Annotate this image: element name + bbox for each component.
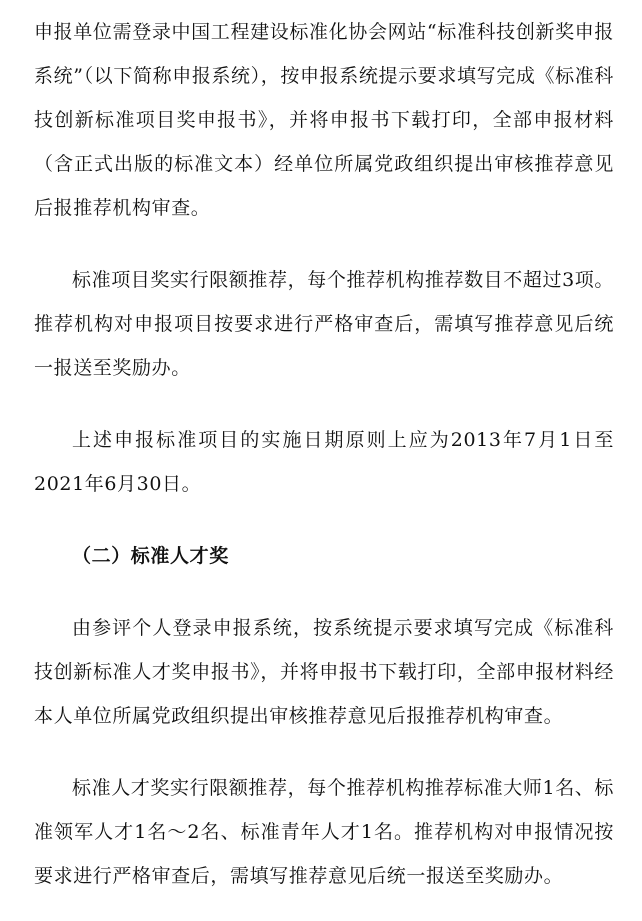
paragraph-gap (34, 738, 614, 766)
document-page (34, 0, 614, 898)
paragraph-talent-quota: 标准人才奖实行限额推荐，每个推荐机构推荐标准大师1名、标准领军人才1名～2名、标准青年人才1名。推荐机构对申报情况按要求进行严格审查后，需填写推荐意见后统一报送至奖励办。 (34, 777, 614, 887)
section-heading-talent-award: （二）标准人才奖 (72, 545, 229, 567)
paragraph-submission-procedure: 申报单位需登录中国工程建设标准化协会网站“标准科技创新奖申报系统”（以下简称申报系统），按申报系统提示要求填写完成《标准科技创新标准项目奖申报书》，并将申报书下载打印，全部申报材料（含正式出版的标准文本）经单位所属党政组织提出审核推荐意见后报推荐机构审查。 (34, 21, 614, 219)
paragraph-gap (34, 506, 614, 534)
paragraph-project-quota: 标准项目奖实行限额推荐，每个推荐机构推荐数目不超过3项。推荐机构对申报项目按要求进行严格审查后，需填写推荐意见后统一报送至奖励办。 (34, 269, 614, 379)
paragraph-implementation-date: 上述申报标准项目的实施日期原则上应为2013年7月1日至2021年6月30日。 (34, 429, 614, 495)
paragraph-gap (34, 390, 614, 418)
paragraph-gap (34, 230, 614, 258)
paragraph-gap (34, 578, 614, 606)
paragraph-talent-submission: 由参评个人登录申报系统，按系统提示要求填写完成《标准科技创新标准人才奖申报书》，并将申报书下载打印，全部申报材料经本人单位所属党政组织提出审核推荐意见后报推荐机构审查。 (34, 617, 614, 727)
